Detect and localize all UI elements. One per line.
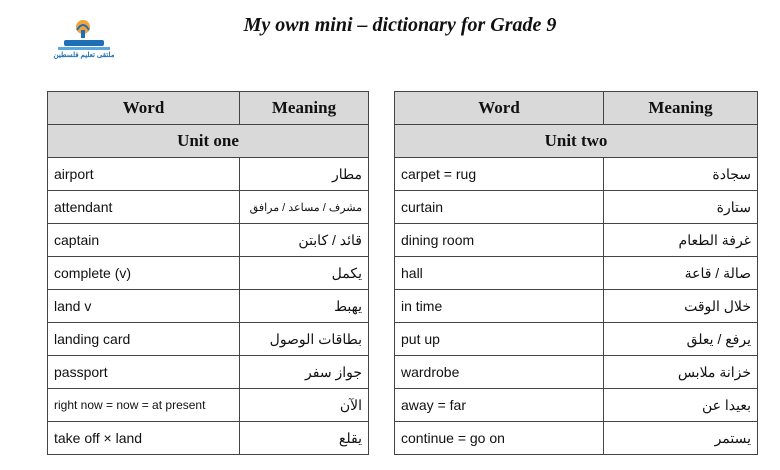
table-row	[48, 389, 369, 422]
table-row	[395, 224, 758, 257]
logo-caption: ملتقى تعليم فلسطين	[53, 52, 115, 59]
table-row	[48, 323, 369, 356]
unit-heading: Unit one	[48, 125, 369, 158]
column-header-meaning: Meaning	[604, 92, 758, 125]
meaning-cell: بعيدا عن	[604, 389, 758, 422]
word-cell: passport	[48, 356, 240, 389]
meaning-cell: جواز سفر	[240, 356, 369, 389]
unit-heading: Unit two	[395, 125, 758, 158]
unit-two-table	[394, 91, 758, 455]
table-row	[395, 257, 758, 290]
word-cell: away = far	[395, 389, 604, 422]
word-cell: curtain	[395, 191, 604, 224]
table-row	[395, 191, 758, 224]
word-cell: airport	[48, 158, 240, 191]
meaning-cell: قائد / كابتن	[240, 224, 369, 257]
meaning-cell: يرفع / يعلق	[604, 323, 758, 356]
word-cell: complete (v)	[48, 257, 240, 290]
word-cell: captain	[48, 224, 240, 257]
meaning-cell: بطاقات الوصول	[240, 323, 369, 356]
word-cell: put up	[395, 323, 604, 356]
table-row	[395, 356, 758, 389]
meaning-cell: يهبط	[240, 290, 369, 323]
word-cell: continue = go on	[395, 422, 604, 455]
meaning-cell: مشرف / مساعد / مرافق	[240, 191, 369, 224]
table-row	[48, 191, 369, 224]
table-row	[48, 257, 369, 290]
meaning-cell: سجادة	[604, 158, 758, 191]
logo-base	[64, 40, 104, 46]
meaning-cell: مطار	[240, 158, 369, 191]
meaning-cell: يقلع	[240, 422, 369, 455]
table-row	[395, 290, 758, 323]
logo-underline	[58, 47, 110, 50]
word-cell: right now = now = at present	[48, 389, 240, 422]
word-cell: hall	[395, 257, 604, 290]
table-row	[48, 224, 369, 257]
table-row	[48, 356, 369, 389]
column-header-meaning: Meaning	[240, 92, 369, 125]
meaning-cell: يكمل	[240, 257, 369, 290]
meaning-cell: الآن	[240, 389, 369, 422]
meaning-cell: صالة / قاعة	[604, 257, 758, 290]
word-cell: attendant	[48, 191, 240, 224]
word-cell: in time	[395, 290, 604, 323]
unit-one-table	[47, 91, 369, 455]
column-header-word: Word	[48, 92, 240, 125]
table-row	[395, 389, 758, 422]
table-row	[395, 158, 758, 191]
page-title: My own mini – dictionary for Grade 9	[243, 14, 557, 36]
word-cell: carpet = rug	[395, 158, 604, 191]
word-cell: land v	[48, 290, 240, 323]
word-cell: landing card	[48, 323, 240, 356]
word-cell: take off × land	[48, 422, 240, 455]
table-row	[395, 422, 758, 455]
meaning-cell: ستارة	[604, 191, 758, 224]
table-row	[48, 158, 369, 191]
meaning-cell: خزانة ملابس	[604, 356, 758, 389]
table-row	[48, 422, 369, 455]
meaning-cell: يستمر	[604, 422, 758, 455]
column-header-word: Word	[395, 92, 604, 125]
meaning-cell: خلال الوقت	[604, 290, 758, 323]
table-row	[48, 290, 369, 323]
meaning-cell: غرفة الطعام	[604, 224, 758, 257]
word-cell: wardrobe	[395, 356, 604, 389]
word-cell: dining room	[395, 224, 604, 257]
table-row	[395, 323, 758, 356]
